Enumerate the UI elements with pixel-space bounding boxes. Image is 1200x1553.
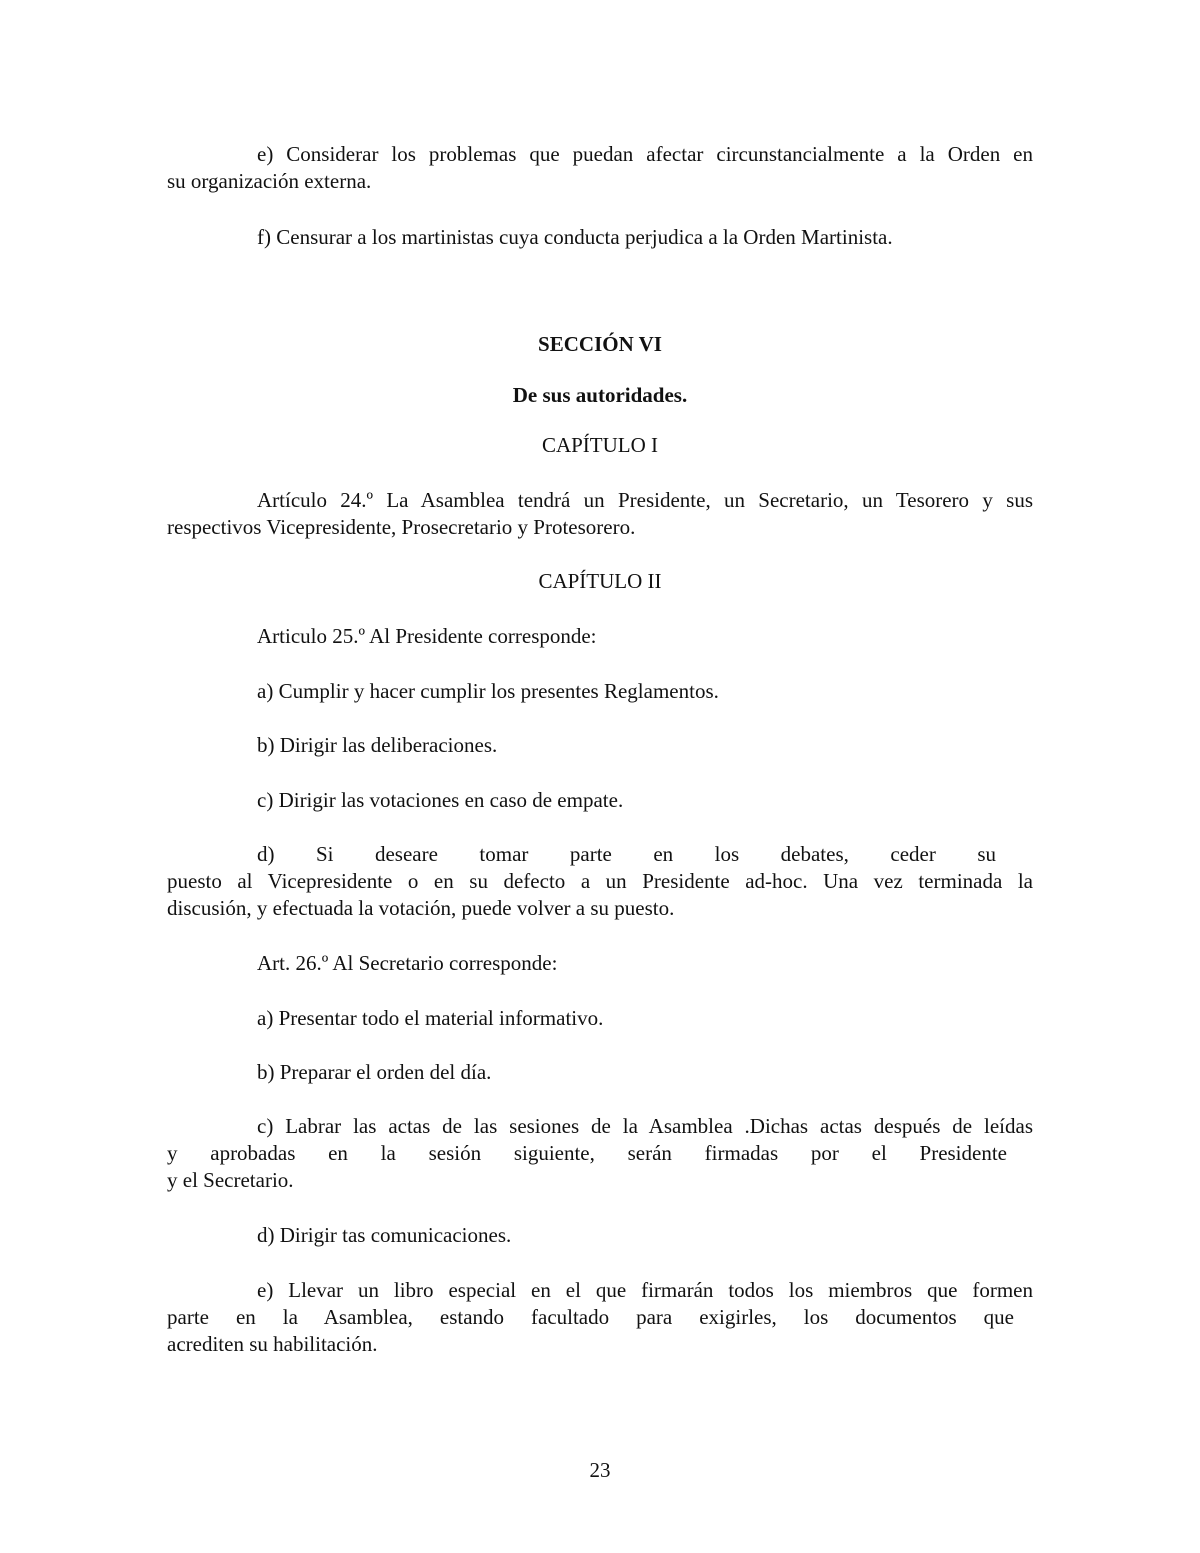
article-25-item-c: c) Dirigir las votaciones en caso de empate. xyxy=(257,788,624,812)
article-26-item-a: a) Presentar todo el material informativo. xyxy=(257,1006,604,1030)
paragraph-item-e-considerar xyxy=(167,141,1033,195)
paragraph-line: c) Labrar las actas de las sesiones de la Asamblea .Dichas actas después de leídas xyxy=(257,1114,1033,1138)
article-25-heading: Articulo 25.º Al Presidente corresponde: xyxy=(257,624,597,648)
section-title: SECCIÓN VI xyxy=(538,332,662,356)
paragraph-line: respectivos Vicepresidente, Prosecretario y Protesorero. xyxy=(167,515,636,539)
paragraph-line: e) Llevar un libro especial en el que firmarán todos los miembros que formen xyxy=(257,1278,1033,1302)
article-26-item-b: b) Preparar el orden del día. xyxy=(257,1060,492,1084)
article-26-item-e xyxy=(167,1277,1033,1358)
article-26-item-d: d) Dirigir tas comunicaciones. xyxy=(257,1223,512,1247)
article-25-item-a: a) Cumplir y hacer cumplir los presentes Reglamentos. xyxy=(257,679,719,703)
section-subtitle: De sus autoridades. xyxy=(512,383,688,407)
article-24 xyxy=(167,487,1033,541)
article-26-heading: Art. 26.º Al Secretario corresponde: xyxy=(257,951,558,975)
chapter-heading-1: CAPÍTULO I xyxy=(541,433,659,457)
article-25-item-b: b) Dirigir las deliberaciones. xyxy=(257,733,498,757)
paragraph-line: parte en la Asamblea, estando facultado para exigirles, los documentos que xyxy=(167,1305,1014,1329)
paragraph-item-f-censurar: f) Censurar a los martinistas cuya conducta perjudica a la Orden Martinista. xyxy=(257,225,893,249)
paragraph-line: e) Considerar los problemas que puedan afectar circunstancialmente a la Orden en xyxy=(257,142,1033,166)
article-25-item-d xyxy=(167,841,1033,922)
paragraph-line: y aprobadas en la sesión siguiente, serán firmadas por el Presidente xyxy=(167,1141,1007,1165)
page-number: 23 xyxy=(589,1458,611,1482)
paragraph-line: y el Secretario. xyxy=(167,1168,294,1192)
paragraph-line: acrediten su habilitación. xyxy=(167,1332,378,1356)
paragraph-line: d) Si deseare tomar parte en los debates, ceder su xyxy=(257,842,996,866)
paragraph-line: Artículo 24.º La Asamblea tendrá un Presidente, un Secretario, un Tesorero y sus xyxy=(257,488,1033,512)
paragraph-line: puesto al Vicepresidente o en su defecto a un Presidente ad-hoc. Una vez terminada la xyxy=(167,869,1033,893)
paragraph-line: su organización externa. xyxy=(167,169,372,193)
chapter-heading-2: CAPÍTULO II xyxy=(538,569,662,593)
article-26-item-c xyxy=(167,1113,1033,1194)
paragraph-line: discusión, y efectuada la votación, puede volver a su puesto. xyxy=(167,896,675,920)
